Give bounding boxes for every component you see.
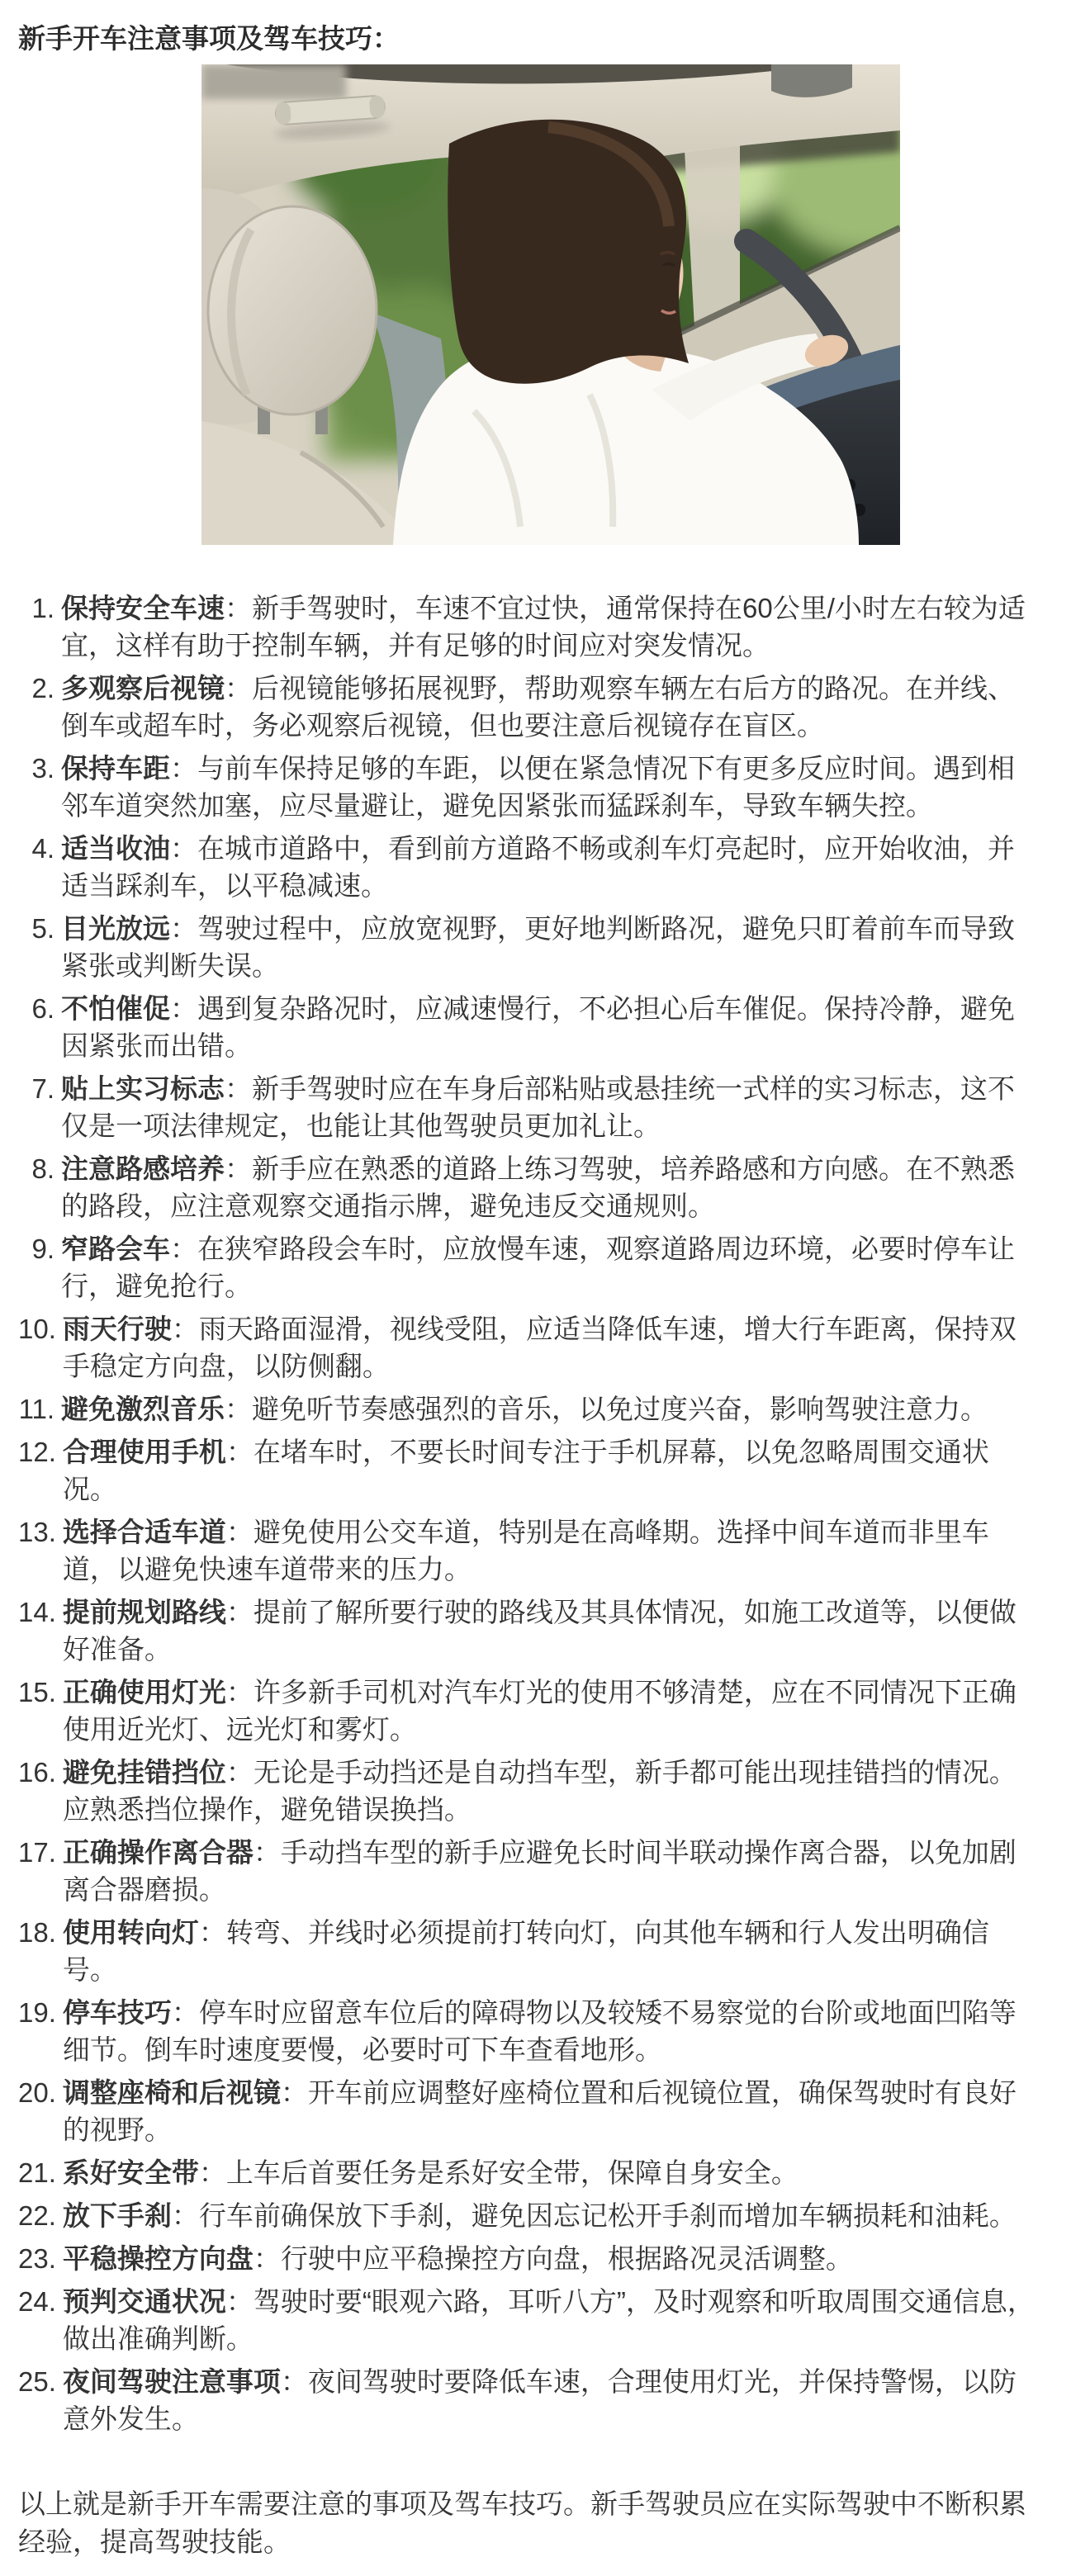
tip-term: 避免挂错挡位 (62, 1757, 226, 1788)
tip-number: 1. (31, 593, 54, 623)
tip-number: 4. (31, 833, 54, 864)
tip-text (61, 1150, 1039, 1224)
page-title: 新手开车注意事项及驾车技巧： (18, 23, 400, 54)
tip-colon: ： (225, 1677, 254, 1707)
article-photo (201, 64, 900, 545)
tip-text (61, 1230, 1039, 1305)
tip-text (61, 750, 1039, 824)
tip-text (61, 1390, 1039, 1428)
tip-number: 20. (18, 2077, 56, 2108)
tip-item (18, 1070, 1039, 1144)
tip-colon: ： (171, 1997, 199, 2028)
tip-desc: 遇到复杂路况时，应减速慢行，不必担心后车催促。保持冷静，避免因紧张而出错。 (61, 993, 1015, 1061)
tip-item (18, 1914, 1039, 1988)
tip-colon: ： (225, 1757, 254, 1788)
tip-item (18, 2363, 1039, 2437)
tip-desc: 手动挡车型的新手应避免长时间半联动操作离合器，以免加剧离合器磨损。 (62, 1837, 1017, 1905)
tip-item (18, 2283, 1039, 2357)
tip-number: 9. (31, 1234, 54, 1264)
tip-item (18, 2197, 1039, 2234)
tip-text (63, 1310, 1039, 1385)
tip-number: 17. (18, 1837, 56, 1868)
tip-colon: ： (225, 1437, 254, 1467)
tip-text (63, 1754, 1039, 1828)
tip-desc: 避免使用公交车道，特别是在高峰期。选择中间车道而非里车道，以避免快速车道带来的压力。 (62, 1517, 989, 1584)
tip-desc: 避免听节奏感强烈的音乐，以免过度兴奋，影响驾驶注意力。 (252, 1394, 988, 1424)
tip-item (18, 1513, 1039, 1588)
tip-term: 调整座椅和后视镜 (62, 2077, 281, 2108)
tip-number: 14. (18, 1597, 56, 1627)
tip-colon: ： (170, 833, 197, 864)
tip-number: 21. (18, 2157, 56, 2188)
tip-text (63, 1593, 1039, 1668)
tip-colon: ： (280, 2077, 308, 2108)
tip-item (18, 1754, 1039, 1828)
tip-colon: ： (253, 1837, 281, 1868)
tip-colon: ： (225, 1073, 252, 1104)
tip-text (63, 2363, 1039, 2437)
tip-text (61, 990, 1039, 1064)
tip-term: 多观察后视镜 (61, 673, 225, 703)
sunroof-glass (201, 64, 346, 99)
tip-term: 夜间驾驶注意事项 (62, 2366, 281, 2397)
tip-desc: 无论是手动挡还是自动挡车型，新手都可能出现挂错挡的情况。应熟悉挡位操作，避免错误换挡。 (62, 1757, 1017, 1825)
tip-number: 2. (31, 673, 54, 703)
tip-text (61, 1070, 1039, 1144)
tip-desc: 新手驾驶时，车速不宜过快，通常保持在60公里/小时左右较为适宜，这样有助于控制车辆，并有足够的时间应对突发情况。 (61, 593, 1026, 661)
tip-item (18, 590, 1039, 664)
tip-number: 16. (18, 1757, 56, 1788)
tip-desc: 在堵车时，不要长时间专注于手机屏幕，以免忽略周围交通状况。 (62, 1437, 989, 1504)
tip-term: 使用转向灯 (62, 1917, 199, 1948)
tip-number: 23. (18, 2243, 56, 2274)
tip-number: 18. (18, 1917, 56, 1948)
woman-hair (448, 120, 689, 384)
tip-item (18, 2154, 1039, 2191)
tip-item (18, 2074, 1039, 2148)
tip-term: 注意路感培养 (61, 1153, 225, 1184)
tip-term: 保持车距 (61, 753, 170, 784)
tip-item (18, 2240, 1039, 2277)
tip-term: 保持安全车速 (61, 593, 225, 623)
tip-desc: 驾驶过程中，应放宽视野，更好地判断路况，避免只盯着前车而导致紧张或判断失误。 (61, 913, 1015, 981)
tip-term: 雨天行驶 (62, 1314, 172, 1344)
tip-text (63, 2240, 1039, 2277)
tip-text (61, 590, 1039, 664)
tip-colon: ： (225, 1597, 254, 1627)
tip-number: 5. (31, 913, 54, 944)
tip-term: 放下手刹 (62, 2200, 172, 2231)
tip-item (18, 1433, 1039, 1508)
tip-colon: ： (253, 2243, 281, 2274)
tip-text (61, 830, 1039, 904)
tip-number: 3. (31, 753, 54, 784)
tip-item (18, 1310, 1039, 1385)
tip-desc: 与前车保持足够的车距，以便在紧急情况下有更多反应时间。遇到相邻车道突然加塞，应尽量避让，避免因紧张而猛踩刹车，导致车辆失控。 (61, 753, 1015, 821)
tip-item (18, 750, 1039, 824)
tip-text (63, 1433, 1039, 1508)
tip-term: 平稳操控方向盘 (62, 2243, 254, 2274)
tip-colon: ： (225, 593, 252, 623)
tip-item (18, 910, 1039, 984)
tip-colon: ： (225, 673, 252, 703)
tip-text (63, 1674, 1039, 1748)
tip-term: 正确使用灯光 (62, 1677, 226, 1707)
tip-item (18, 1834, 1039, 1908)
tip-colon: ： (225, 2286, 254, 2317)
tip-number: 10. (18, 1314, 56, 1344)
tip-term: 提前规划路线 (62, 1597, 226, 1627)
tip-number: 13. (18, 1517, 56, 1547)
tip-term: 选择合适车道 (62, 1517, 226, 1547)
tip-term: 停车技巧 (62, 1997, 172, 2028)
conclusion-paragraph: 以上就是新手开车需要注意的事项及驾车技巧。新手驾驶员应在实际驾驶中不断积累经验，提高驾驶技能。 (18, 2488, 1026, 2557)
tip-text (63, 1914, 1039, 1988)
tip-text (61, 670, 1039, 744)
tip-desc: 在狭窄路段会车时，应放慢车速，观察道路周边环境，必要时停车让行，避免抢行。 (61, 1234, 1015, 1301)
tip-desc: 新手驾驶时应在车身后部粘贴或悬挂统一式样的实习标志，这不仅是一项法律规定，也能让其他驾驶员更加礼让。 (61, 1073, 1015, 1141)
tip-desc: 提前了解所要行驶的路线及其具体情况，如施工改道等，以便做好准备。 (62, 1597, 1017, 1664)
tip-item (18, 1674, 1039, 1748)
tip-number: 6. (31, 993, 54, 1024)
tip-desc: 后视镜能够拓展视野，帮助观察车辆左右后方的路况。在并线、倒车或超车时，务必观察后视镜，但也要注意后视镜存在盲区。 (61, 673, 1015, 741)
tip-term: 合理使用手机 (62, 1437, 226, 1467)
tip-colon: ： (170, 753, 197, 784)
tip-term: 不怕催促 (61, 993, 170, 1024)
tip-number: 8. (31, 1153, 54, 1184)
tip-item (18, 670, 1039, 744)
tip-colon: ： (225, 1153, 252, 1184)
tip-desc: 夜间驾驶时要降低车速，合理使用灯光，并保持警惕，以防意外发生。 (62, 2366, 1017, 2434)
tip-desc: 开车前应调整好座椅位置和后视镜位置，确保驾驶时有良好的视野。 (62, 2077, 1017, 2145)
tip-term: 避免激烈音乐 (61, 1394, 225, 1424)
tip-item (18, 830, 1039, 904)
tip-colon: ： (171, 1314, 199, 1344)
tip-desc: 许多新手司机对汽车灯光的使用不够清楚，应在不同情况下正确使用近光灯、远光灯和雾灯。 (62, 1677, 1017, 1745)
tip-desc: 转弯、并线时必须提前打转向灯，向其他车辆和行人发出明确信号。 (62, 1917, 989, 1985)
tip-colon: ： (170, 1234, 197, 1264)
tip-colon: ： (225, 1517, 254, 1547)
tip-item (18, 1994, 1039, 2068)
tip-colon: ： (171, 2200, 199, 2231)
tip-number: 7. (31, 1073, 54, 1104)
tip-colon: ： (198, 1917, 226, 1948)
tip-colon: ： (280, 2366, 308, 2397)
tip-desc: 驾驶时要“眼观六路，耳听八方”，及时观察和听取周围交通信息，做出准确判断。 (62, 2286, 1035, 2354)
tip-text (63, 2074, 1039, 2148)
tip-item (18, 1150, 1039, 1224)
tip-term: 窄路会车 (61, 1234, 170, 1264)
tip-text (63, 2283, 1039, 2357)
tip-number: 22. (18, 2200, 56, 2231)
tip-number: 11. (18, 1394, 54, 1424)
tip-text (63, 2197, 1039, 2234)
tip-number: 12. (18, 1437, 56, 1467)
tip-item (18, 1593, 1039, 1668)
tip-desc: 在城市道路中，看到前方道路不畅或刹车灯亮起时，应开始收油，并适当踩刹车，以平稳减速。 (61, 833, 1015, 901)
tip-colon: ： (170, 993, 197, 1024)
tip-number: 19. (18, 1997, 56, 2028)
tip-term: 贴上实习标志 (61, 1073, 225, 1104)
tip-colon: ： (225, 1394, 252, 1424)
tip-term: 预判交通状况 (62, 2286, 226, 2317)
tip-text (61, 910, 1039, 984)
tip-item (18, 1230, 1039, 1305)
tip-term: 目光放远 (61, 913, 170, 944)
tip-number: 15. (18, 1677, 56, 1707)
tip-number: 24. (18, 2286, 56, 2317)
tip-term: 正确操作离合器 (62, 1837, 254, 1868)
tip-term: 系好安全带 (62, 2157, 199, 2188)
tip-number: 25. (18, 2366, 56, 2397)
tip-text (63, 2154, 1039, 2191)
tip-item (18, 1390, 1039, 1428)
tip-text (63, 1513, 1039, 1588)
tip-desc: 上车后首要任务是系好安全带，保障自身安全。 (225, 2157, 799, 2188)
tip-term: 适当收油 (61, 833, 170, 864)
tip-text (63, 1834, 1039, 1908)
tip-colon: ： (170, 913, 197, 944)
tips-list (18, 590, 1039, 2437)
tip-item (18, 990, 1039, 1064)
driving-photo-illustration (201, 64, 900, 545)
tip-desc: 停车时应留意车位后的障碍物以及较矮不易察觉的台阶或地面凹陷等细节。倒车时速度要慢，必要时可下车查看地形。 (62, 1997, 1017, 2065)
tip-desc: 行车前确保放下手刹，避免因忘记松开手刹而增加车辆损耗和油耗。 (198, 2200, 1017, 2231)
tip-desc: 雨天路面湿滑，视线受阻，应适当降低车速，增大行车距离，保持双手稳定方向盘，以防侧翻。 (62, 1314, 1017, 1381)
tip-desc: 行驶中应平稳操控方向盘，根据路况灵活调整。 (280, 2243, 853, 2274)
tip-text (63, 1994, 1039, 2068)
tip-colon: ： (198, 2157, 226, 2188)
tip-desc: 新手应在熟悉的道路上练习驾驶，培养路感和方向感。在不熟悉的路段，应注意观察交通指示牌，避免违反交通规则。 (61, 1153, 1015, 1221)
